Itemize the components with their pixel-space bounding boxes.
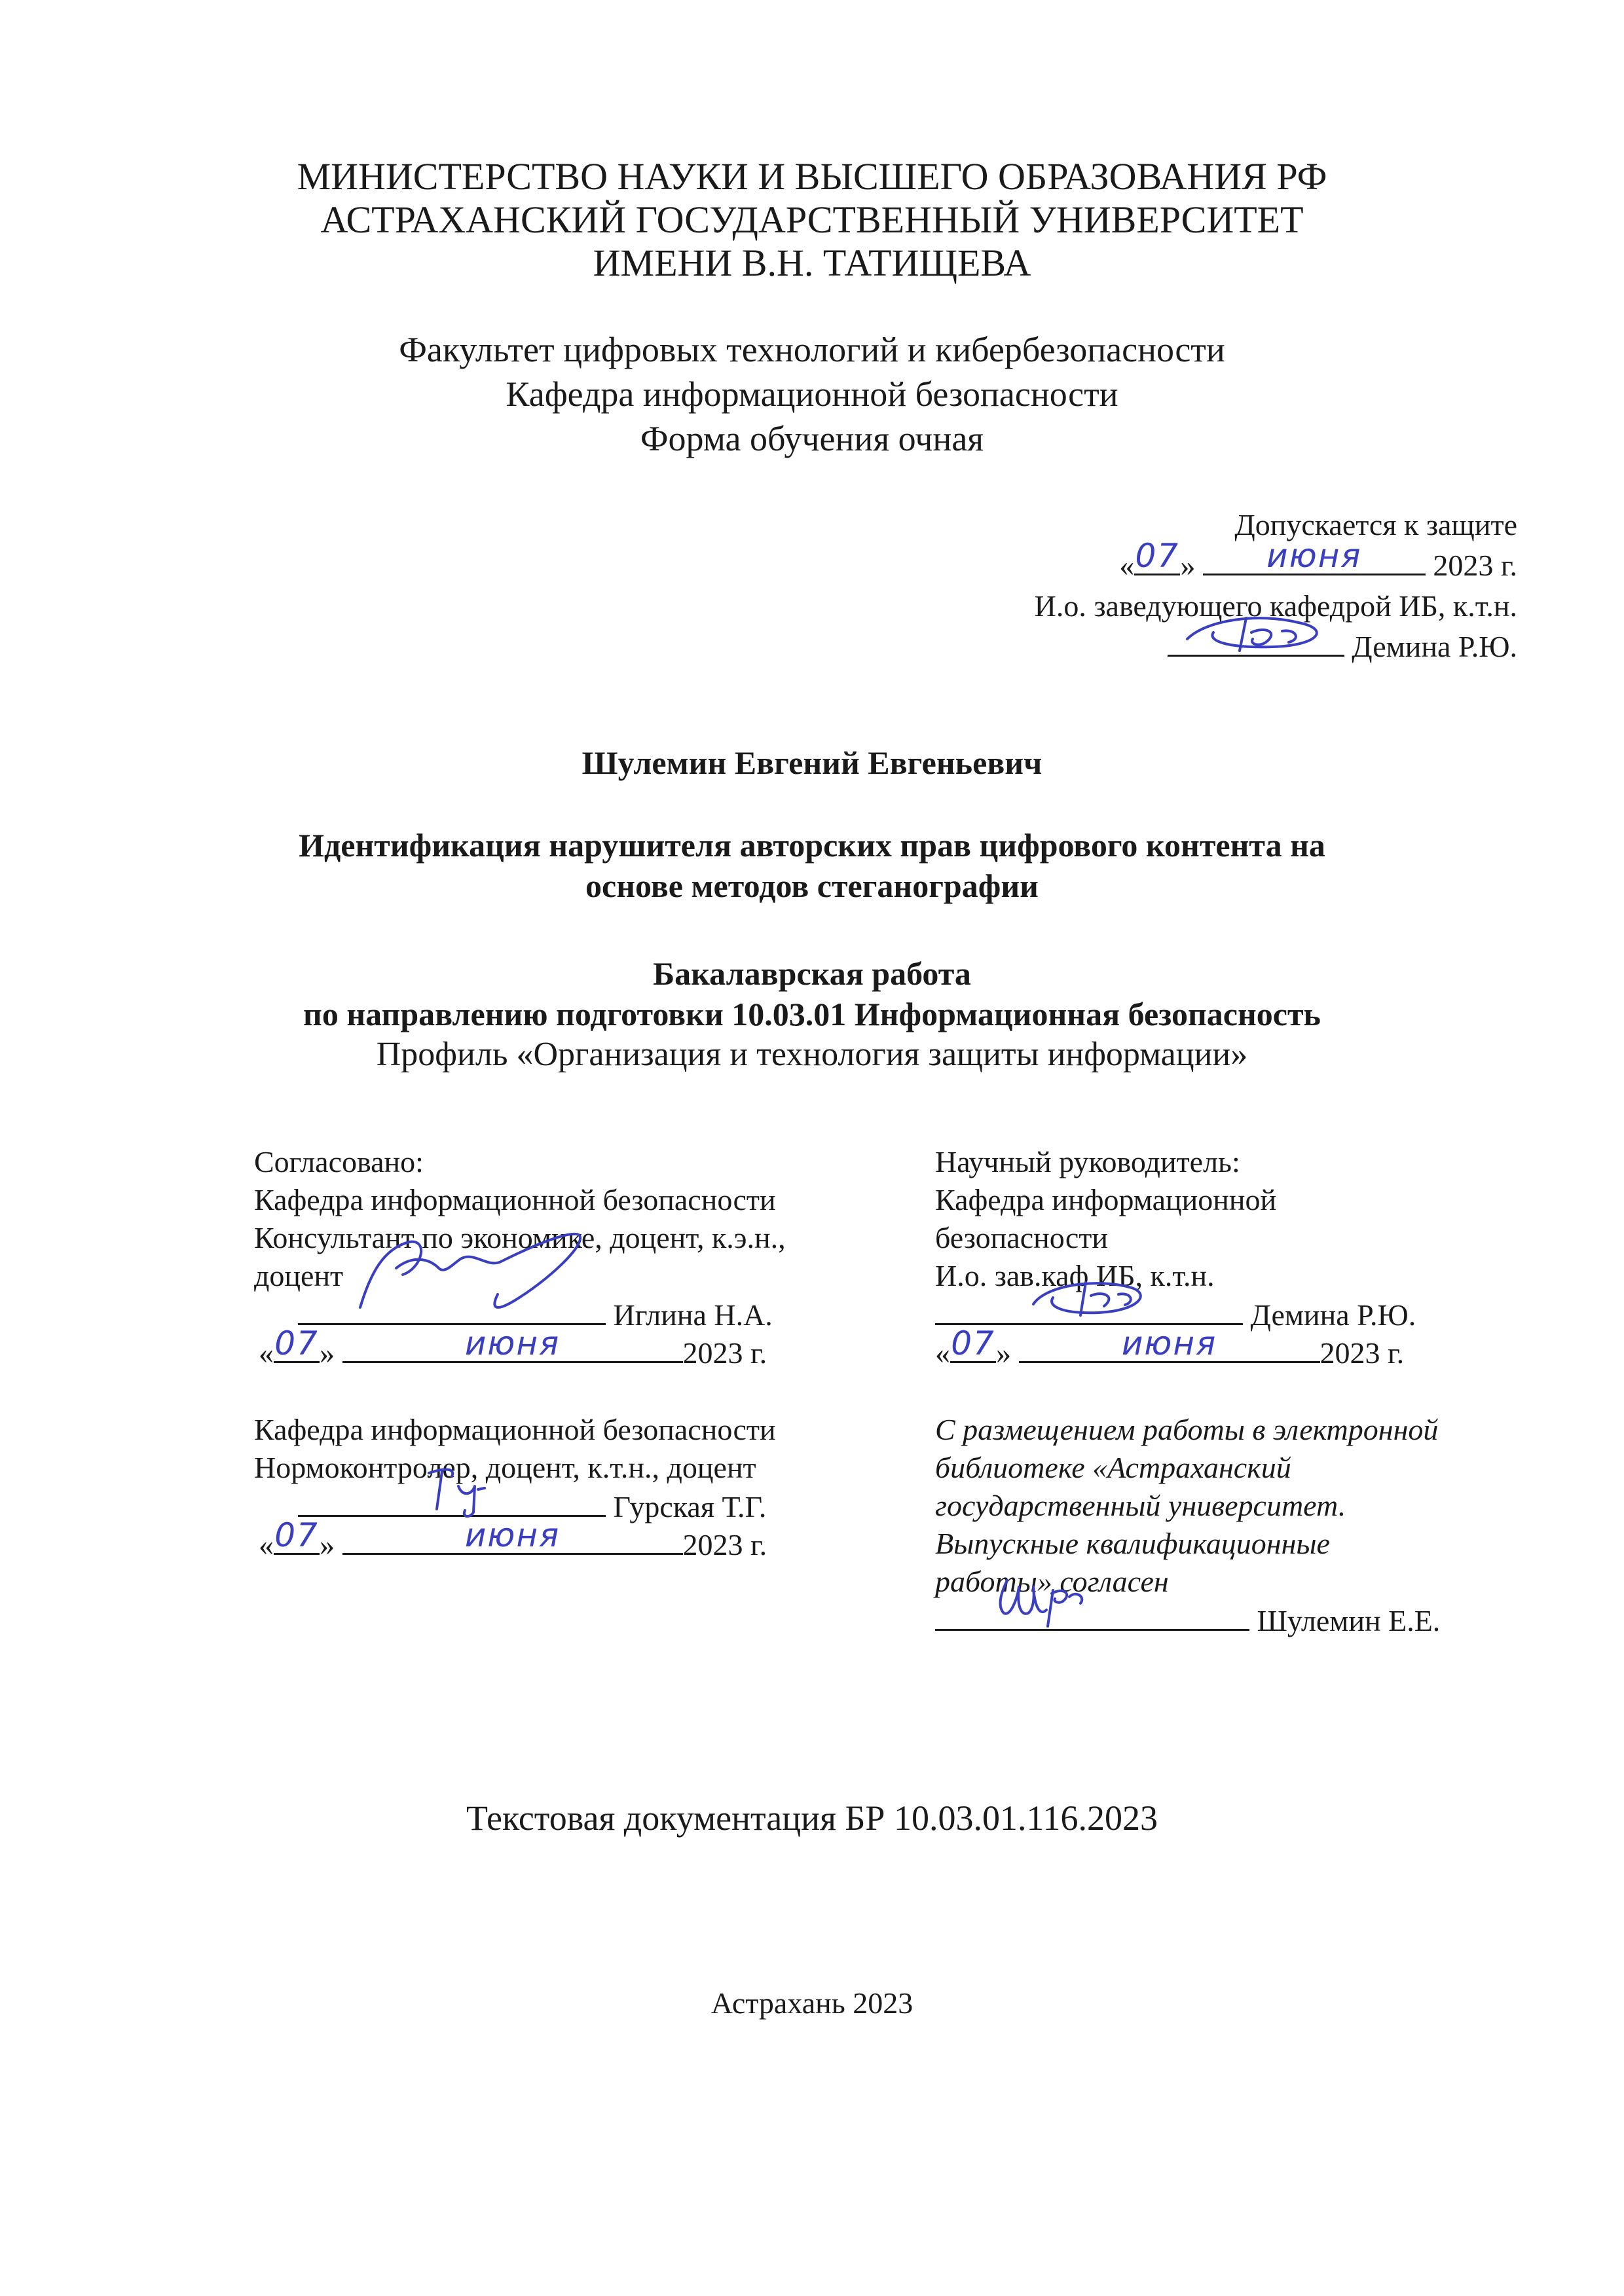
city-year: Астрахань 2023 bbox=[710, 1986, 913, 2020]
consultant-line-2: доцент bbox=[254, 1259, 344, 1292]
signature-demina-2-icon bbox=[935, 1268, 1243, 1327]
ministry-line: МИНИСТЕРСТВО НАУКИ И ВЫСШЕГО ОБРАЗОВАНИЯ РФ bbox=[297, 155, 1327, 198]
signature-gurskaya-icon bbox=[298, 1457, 606, 1522]
quote-close: » bbox=[996, 1336, 1011, 1370]
normcontrol-name: Гурская Т.Г. bbox=[613, 1490, 767, 1523]
agreed-label: Согласовано: bbox=[254, 1145, 424, 1178]
consultant-date bbox=[259, 1324, 767, 1373]
supervisor-department-2: безопасности bbox=[935, 1221, 1109, 1254]
author-name: Шулемин Евгений Евгеньевич bbox=[581, 744, 1043, 781]
supervisor-position: И.о. зав.каф ИБ, к.т.н. bbox=[935, 1259, 1215, 1292]
signature-iglina-icon bbox=[298, 1222, 606, 1321]
admission-date bbox=[1119, 537, 1517, 587]
supervisor-label: Научный руководитель: bbox=[935, 1145, 1240, 1178]
normcontrol-signature-blank bbox=[298, 1486, 606, 1517]
study-form-line: Форма обучения очная bbox=[640, 419, 984, 458]
consent-line-1: С размещением работы в электронной bbox=[935, 1413, 1439, 1446]
normcontrol-department: Кафедра информационной безопасности bbox=[254, 1413, 776, 1446]
signature-blank bbox=[1168, 626, 1344, 657]
faculty-line: Факультет цифровых технологий и кибербезопасности bbox=[399, 330, 1225, 369]
handwritten-month: июня bbox=[1266, 537, 1362, 575]
quote-close: » bbox=[1180, 549, 1196, 582]
consent-line-3: государственный университет. bbox=[935, 1489, 1346, 1522]
department-line: Кафедра информационной безопасности bbox=[506, 374, 1118, 414]
university-line-1: АСТРАХАНСКИЙ ГОСУДАРСТВЕННЫЙ УНИВЕРСИТЕТ bbox=[320, 198, 1304, 241]
supervisor-date bbox=[935, 1324, 1405, 1373]
day-blank bbox=[274, 1516, 320, 1555]
handwritten-month: июня bbox=[1121, 1324, 1217, 1362]
consent-line-2: библиотеке «Астраханский bbox=[935, 1451, 1291, 1484]
handwritten-day: 07 bbox=[1135, 537, 1180, 575]
quote-close: » bbox=[320, 1528, 335, 1561]
handwritten-month: июня bbox=[464, 1324, 561, 1362]
normcontrol-position: Нормоконтролер, доцент, к.т.н., доцент bbox=[254, 1451, 756, 1484]
consultant-line-1: Консультант по экономике, доцент, к.э.н., bbox=[254, 1221, 786, 1254]
admission-position: И.о. заведующего кафедрой ИБ, к.т.н. bbox=[1034, 589, 1517, 623]
thesis-title-line-1: Идентификация нарушителя авторских прав цифрового контента на bbox=[299, 827, 1325, 864]
quote-open: « bbox=[1119, 549, 1135, 582]
thesis-title-line-2: основе методов стеганографии bbox=[585, 867, 1039, 904]
doc-code: Текстовая документация БР 10.03.01.116.2023 bbox=[466, 1798, 1158, 1838]
consent-name: Шулемин Е.Е. bbox=[1257, 1604, 1441, 1637]
consultant-year: 2023 г. bbox=[682, 1336, 767, 1370]
normcontrol-date bbox=[259, 1516, 767, 1565]
normcontrol-year: 2023 г. bbox=[682, 1528, 767, 1561]
handwritten-month: июня bbox=[464, 1516, 561, 1554]
handwritten-day: 07 bbox=[274, 1324, 319, 1362]
work-type: Бакалаврская работа bbox=[653, 955, 971, 992]
consent-signature-blank bbox=[935, 1600, 1249, 1631]
supervisor-department-1: Кафедра информационной bbox=[935, 1183, 1277, 1216]
month-blank bbox=[342, 1516, 683, 1555]
quote-open: « bbox=[935, 1336, 950, 1370]
admission-name: Демина Р.Ю. bbox=[1352, 630, 1517, 663]
consent-line-4: Выпускные квалификационные bbox=[935, 1527, 1330, 1560]
month-blank bbox=[1019, 1324, 1320, 1363]
supervisor-signature-blank bbox=[935, 1294, 1243, 1325]
signature-shulemin-icon bbox=[935, 1561, 1249, 1633]
day-blank bbox=[274, 1324, 320, 1363]
quote-open: « bbox=[259, 1528, 274, 1561]
signature-demina-icon bbox=[1168, 606, 1344, 659]
consultant-signature-blank bbox=[298, 1294, 606, 1325]
consent-signature-line bbox=[935, 1600, 1440, 1641]
agreed-department: Кафедра информационной безопасности bbox=[254, 1183, 776, 1216]
consultant-name: Иглина Н.А. bbox=[613, 1298, 773, 1332]
handwritten-day: 07 bbox=[951, 1324, 995, 1362]
university-line-2: ИМЕНИ В.Н. ТАТИЩЕВА bbox=[593, 242, 1031, 284]
supervisor-name: Демина Р.Ю. bbox=[1250, 1298, 1416, 1332]
quote-close: » bbox=[320, 1336, 335, 1370]
admission-title: Допускается к защите bbox=[1234, 508, 1517, 541]
direction: по направлению подготовки 10.03.01 Информационная безопасность bbox=[303, 996, 1321, 1032]
day-blank bbox=[950, 1324, 996, 1363]
month-blank bbox=[1203, 537, 1426, 575]
admission-signature-line bbox=[1168, 626, 1517, 668]
handwritten-day: 07 bbox=[274, 1516, 319, 1554]
supervisor-year: 2023 г. bbox=[1320, 1336, 1405, 1370]
quote-open: « bbox=[259, 1336, 274, 1370]
profile: Профиль «Организация и технология защиты информации» bbox=[376, 1036, 1248, 1073]
admission-year: 2023 г. bbox=[1433, 549, 1517, 582]
month-blank bbox=[342, 1324, 683, 1363]
consent-line-5: работы» согласен bbox=[935, 1565, 1169, 1598]
day-blank bbox=[1134, 537, 1180, 575]
